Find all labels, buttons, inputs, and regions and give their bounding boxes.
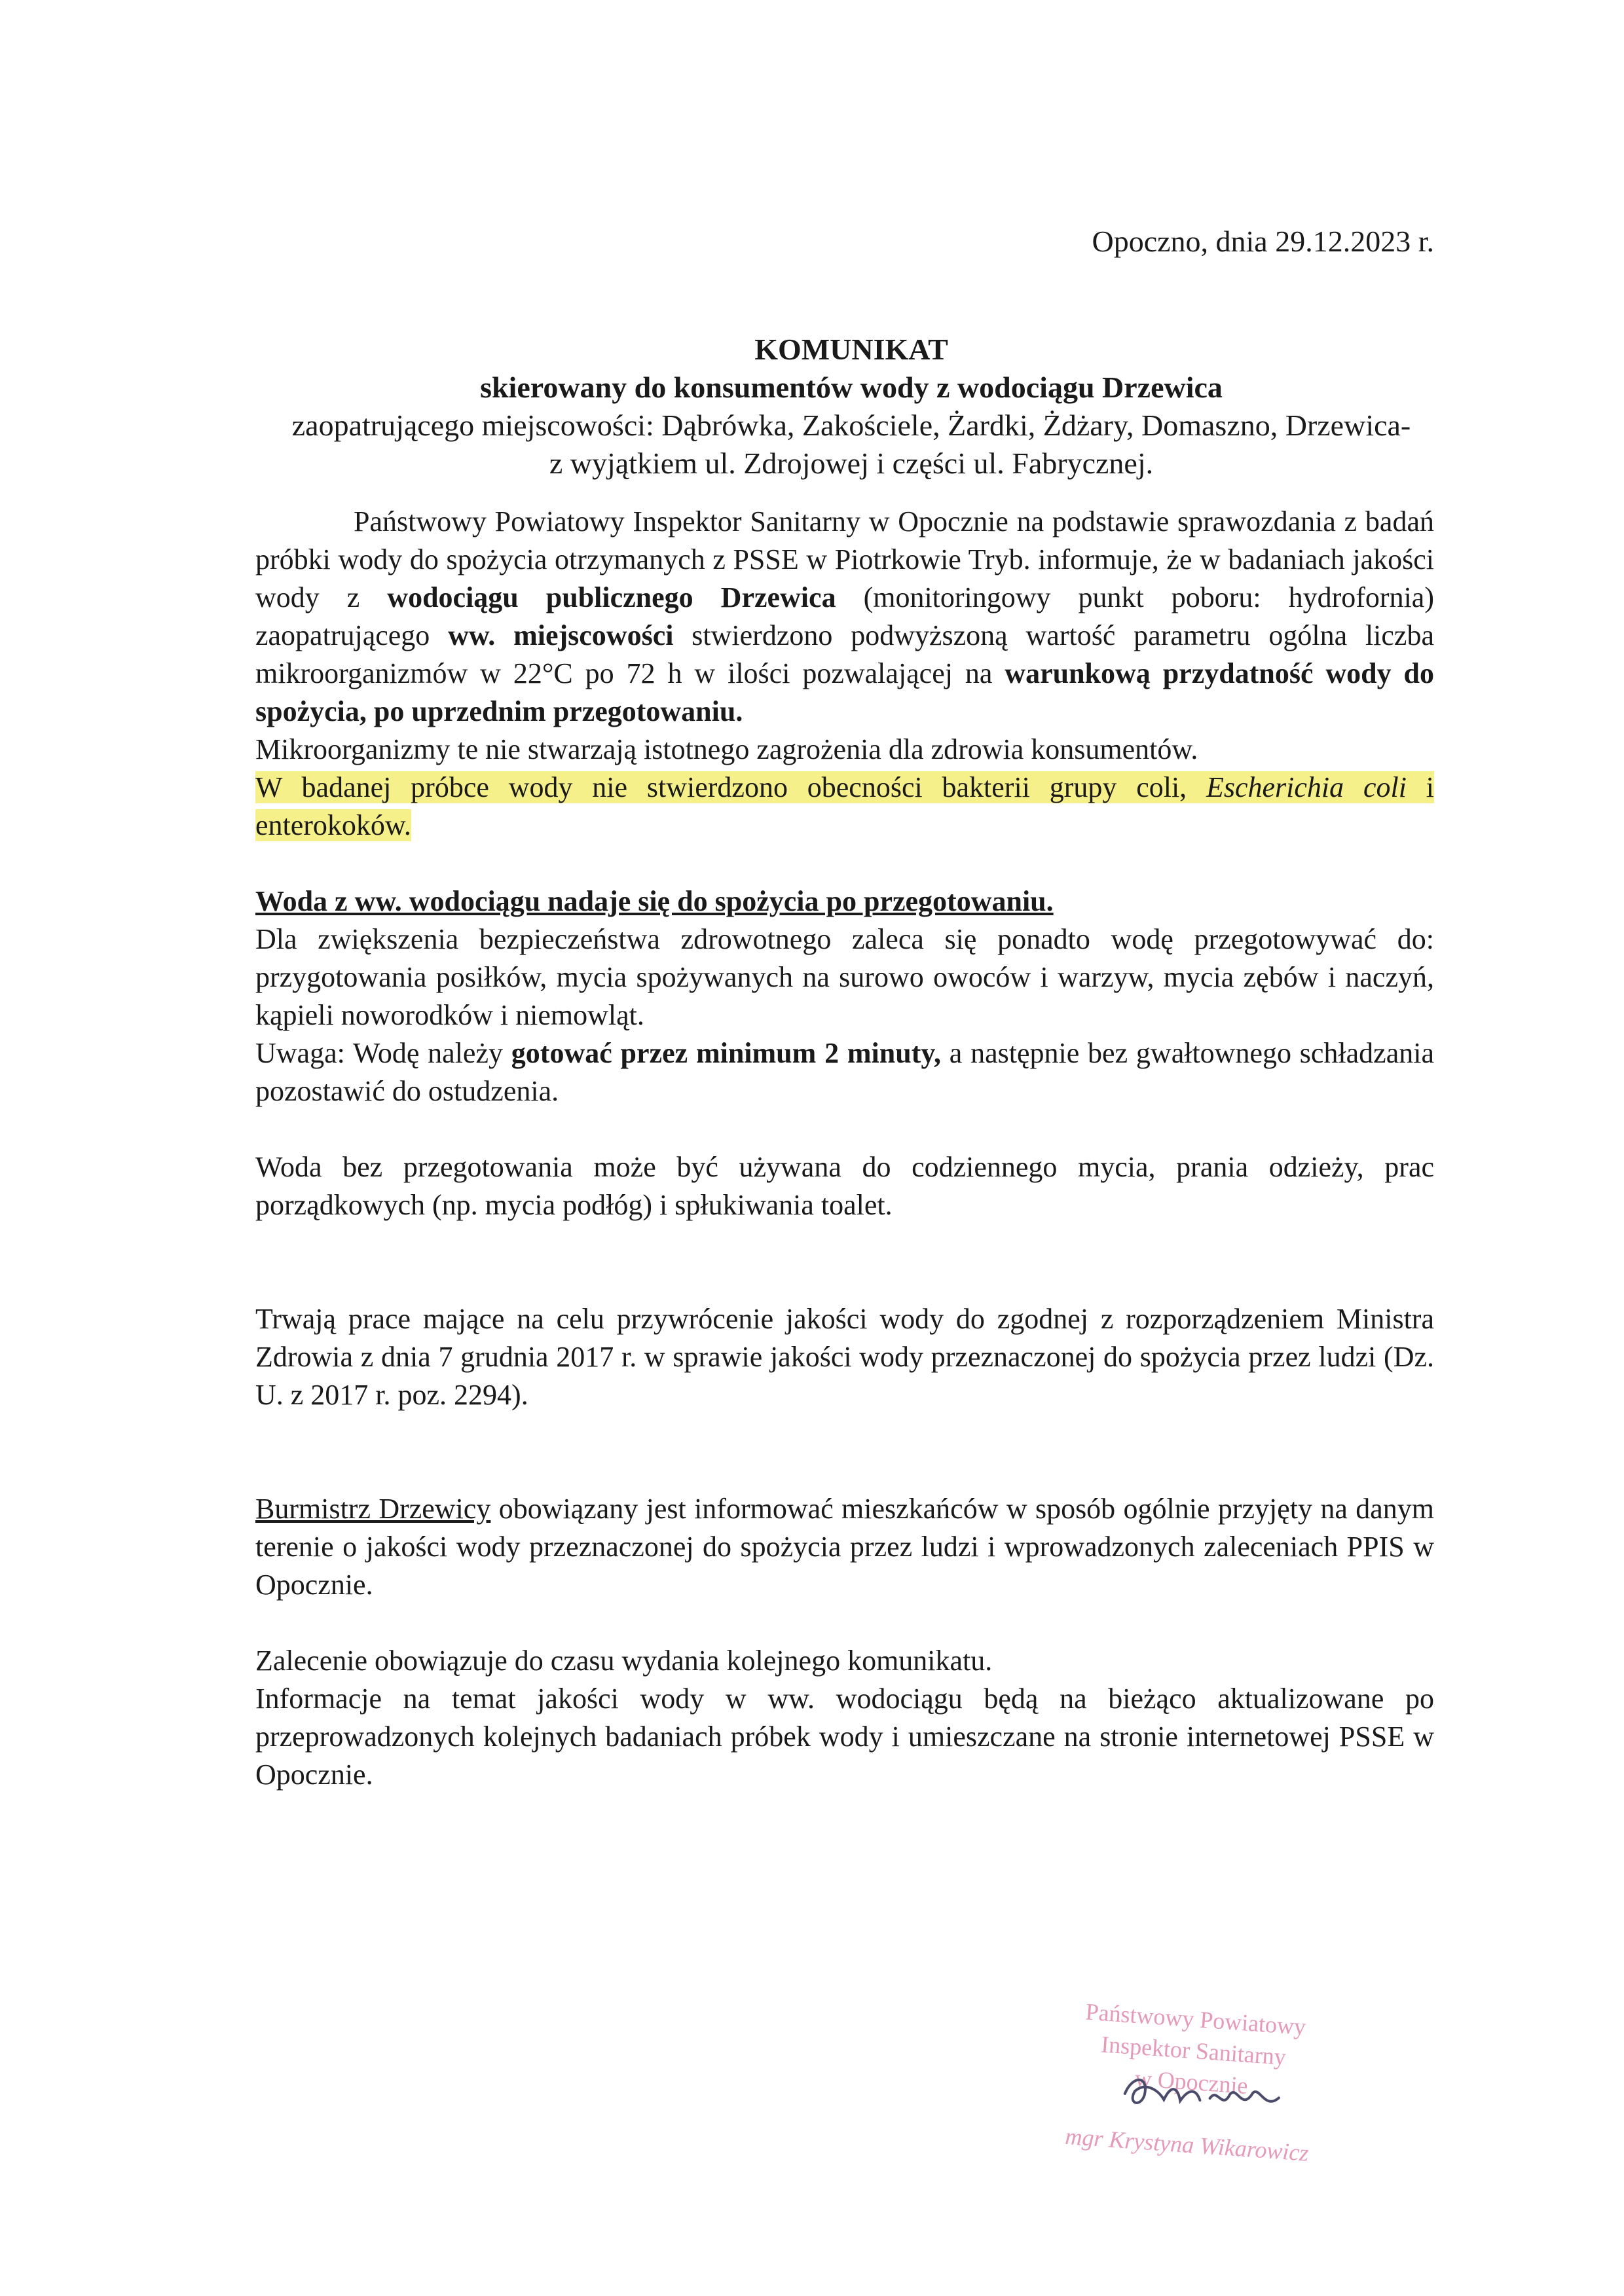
p1-text-e: stwierdzono podwyższoną wartość parametru ogólna liczba mikroorganizmów w 22°C po 72 h w ilości pozwalającej na (255, 619, 1434, 689)
paragraph-2: Mikroorganizmy te nie stwarzają istotnego zagrożenia dla zdrowia konsumentów. (255, 733, 1198, 765)
heading-line-3: zaopatrującego miejscowości: Dąbrówka, Zakościele, Żardki, Żdżary, Domaszno, Drzewica- (291, 409, 1411, 442)
p1-text-a: Państwowy Powiatowy Inspektor Sanitarny w Opocznie na podstawie sprawozdania z badań próbki wody do spożycia otrzymanych z PSSE w Piotrkowie Tryb. informuje, że w badaniach jakości wody z (255, 505, 1434, 613)
document-body (255, 503, 1434, 1794)
p3-text-c: i enterokoków. (255, 771, 1435, 841)
paragraph-5: Dla zwiększenia bezpieczeństwa zdrowotnego zaleca się ponadto wodę przegotowywać do: przygotowania posiłków, mycia spożywanych na surowo owoców i warzyw, mycia zębów i naczyń, kąpieli noworodków i niemowląt. (255, 923, 1434, 1031)
paragraph-7: Woda bez przegotowania może być używana do codziennego mycia, prania odzieży, prac porządkowych (np. mycia podłóg) i spłukiwania toalet. (255, 1151, 1434, 1221)
date-line: Opoczno, dnia 29.12.2023 r. (1092, 225, 1434, 258)
document-heading (236, 331, 1467, 483)
p1-text-d: ww. miejscowości (448, 619, 674, 651)
stamp-line-1: Państwowy Powiatowy (1084, 1998, 1307, 2040)
p6-text-b: gotować przez minimum 2 minuty, (511, 1037, 941, 1069)
p6-text-a: Uwaga: Wodę należy (255, 1037, 511, 1069)
stamp-line-3: w Opocznie (1134, 2064, 1249, 2099)
p6-text-c: a następnie bez gwałtownego schładzania pozostawić do ostudzenia. (255, 1037, 1434, 1107)
paragraph-9 (255, 1490, 1434, 1604)
p3-text-a: W badanej próbce wody nie stwierdzono obecności bakterii grupy coli, (255, 771, 1206, 803)
paragraph-11: Informacje na temat jakości wody w ww. wodociągu będą na bieżąco aktualizowane po przeprowadzonych kolejnych badaniach próbek wody i umieszczane na stronie internetowej PSSE w Opocznie. (255, 1683, 1434, 1791)
heading-line-4: z wyjątkiem ul. Zdrojowej i części ul. Fabrycznej. (549, 446, 1154, 480)
paragraph-1 (255, 503, 1434, 731)
document-title: KOMUNIKAT (754, 333, 948, 366)
document-subtitle: skierowany do konsumentów wody z wodociągu Drzewica (480, 371, 1223, 404)
stamp-line-4: mgr Krystyna Wikarowicz (1064, 2123, 1310, 2166)
paragraph-4: Woda z ww. wodociągu nadaje się do spożycia po przegotowaniu. (255, 885, 1054, 917)
paragraph-10: Zalecenie obowiązuje do czasu wydania kolejnego komunikatu. (255, 1645, 993, 1677)
paragraph-6 (255, 1034, 1434, 1110)
p1-text-f: warunkową przydatność wody do spożycia, po uprzednim przegotowaniu. (255, 657, 1435, 727)
p1-text-c: (monitoringowy punkt poboru: hydrofornia) zaopatrującego (255, 581, 1434, 651)
p1-text-b: wodociągu publicznego Drzewica (387, 581, 836, 613)
stamp-line-2: Inspektor Sanitarny (1100, 2031, 1287, 2070)
paragraph-3 (255, 769, 1434, 845)
paragraph-8: Trwają prace mające na celu przywrócenie jakości wody do zgodnej z rozporządzeniem Ministra Zdrowia z dnia 7 grudnia 2017 r. w sprawie jakości wody przeznaczonej do spożycia przez ludzi (Dz. U. z 2017 r. poz. 2294). (255, 1303, 1434, 1411)
p9-text-b: obowiązany jest informować mieszkańców w sposób ogólnie przyjęty na danym terenie o jakości wody przeznaczonej do spożycia przez ludzi i wprowadzonych zaleceniach PPIS w Opocznie. (255, 1493, 1434, 1601)
p9-text-a: Burmistrz Drzewicy (255, 1493, 491, 1525)
official-stamp (1017, 1992, 1367, 2166)
p3-text-b: Escherichia coli (1206, 771, 1407, 803)
